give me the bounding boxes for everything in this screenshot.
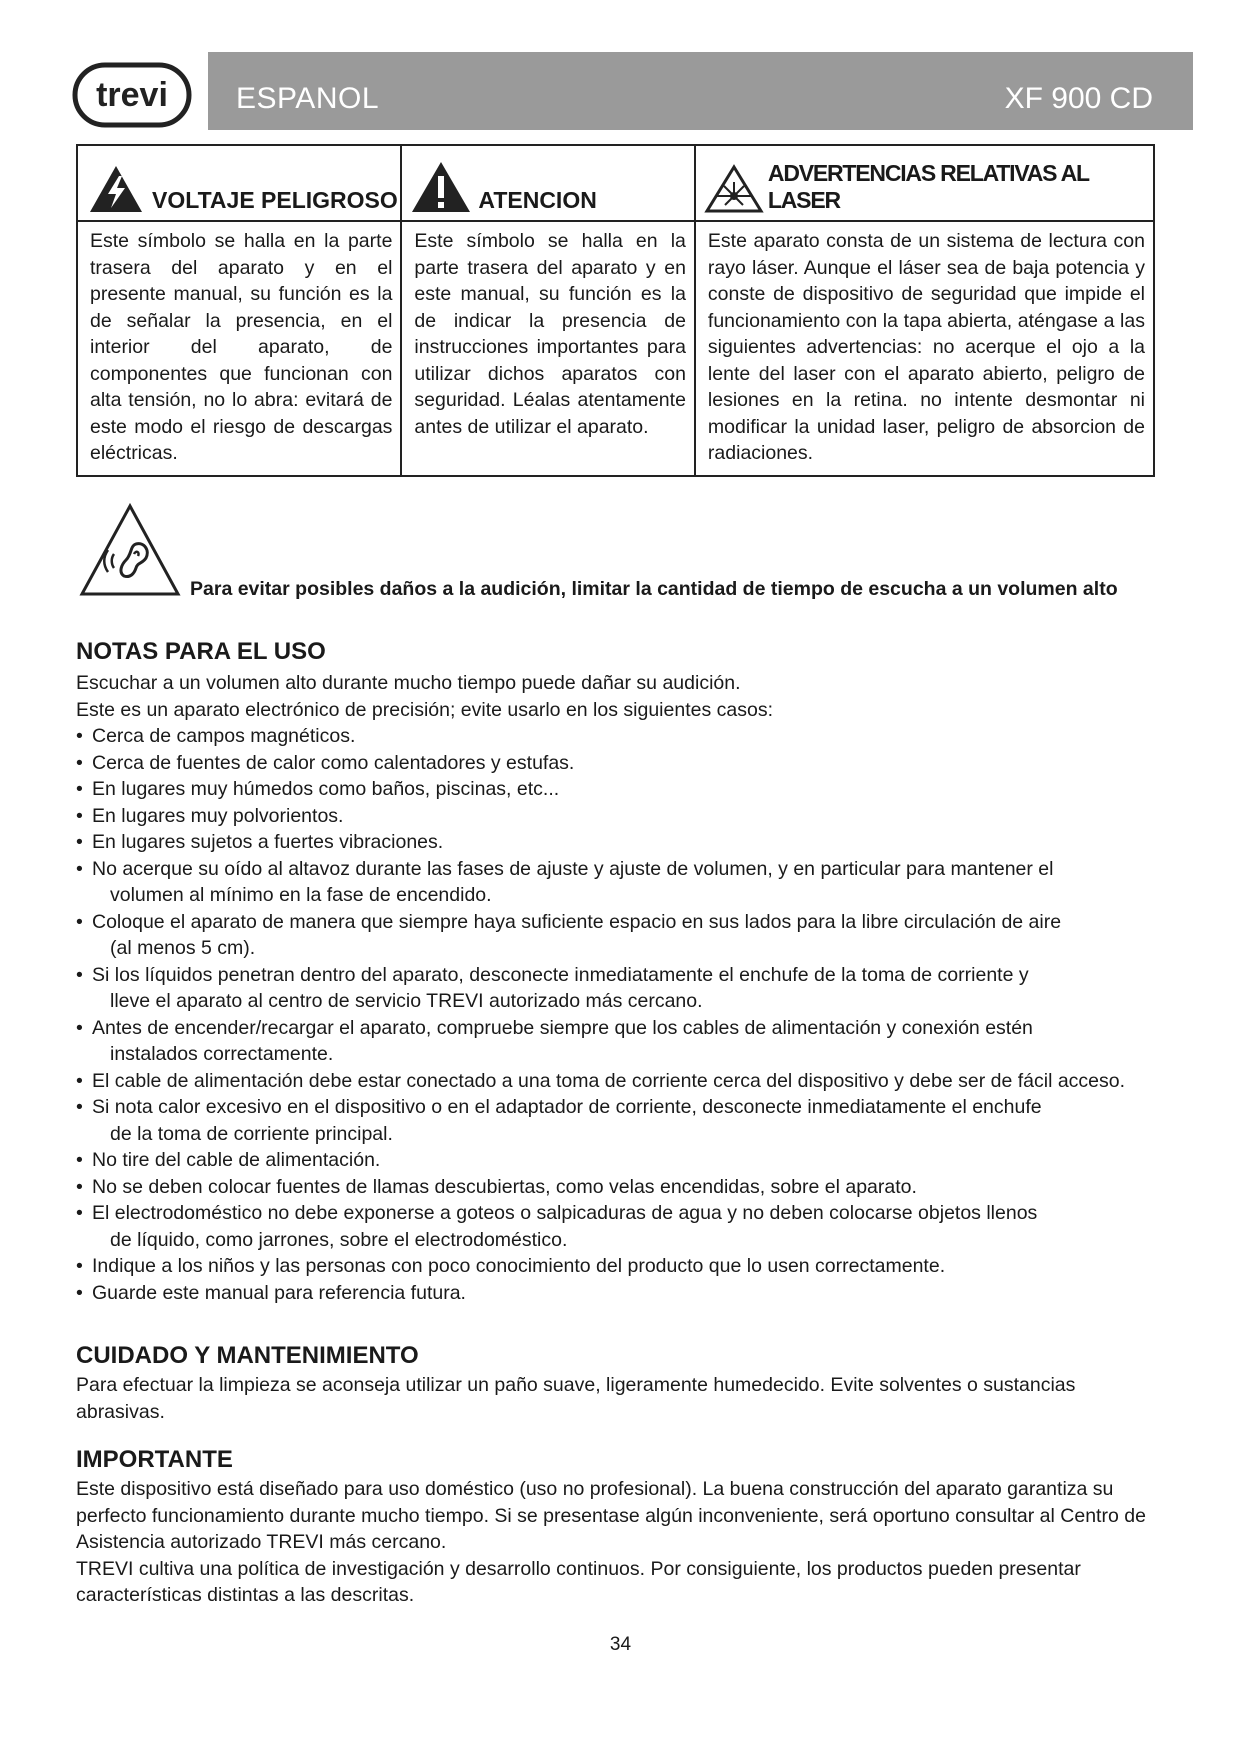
important-text: TREVI cultiva una política de investigación y desarrollo continuos. Por consiguiente, los productos pueden presentar características distintas a las descritas. [76,1557,1081,1606]
list-item-text: • El electrodoméstico no debe exponerse a goteos o salpicaduras de agua y no deben colocarse objetos llenos [92,1202,1038,1224]
list-item [76,1174,1166,1201]
list-item-text: • Antes de encender/recargar el aparato, compruebe siempre que los cables de alimentación y conexión estén [92,1016,1033,1039]
list-item-text: • Indique a los niños y las personas con poco conocimiento del producto que lo usen correctamente. [92,1255,946,1277]
list-item-text: • Cerca de campos magnéticos. [92,725,356,747]
model-label: XF 900 CD [1004,82,1153,115]
warning-laser [695,145,1154,476]
list-item-continuation: de líquido, como jarrones, sobre el electrodoméstico. [110,1228,568,1251]
care-title: CUIDADO Y MANTENIMIENTO [76,1342,419,1369]
list-item [76,750,1166,777]
list-item-text: • Si nota calor excesivo en el dispositivo o en el adaptador de corriente, desconecte inmediatamente el enchufe [92,1096,1042,1118]
list-item-continuation: de la toma de corriente principal. [110,1122,393,1145]
hearing-warning-text: Para evitar posibles daños a la audición, limitar la cantidad de tiempo de escucha a un volumen alto [190,578,1118,600]
list-item-text: • No tire del cable de alimentación. [92,1149,381,1171]
list-item [76,909,1166,962]
warning-attention [401,145,695,476]
care-text: Para efectuar la limpieza se aconseja utilizar un paño suave, ligeramente humedecido. Evite solventes o sustancias abrasivas. [76,1374,1076,1423]
list-item [76,1015,1166,1068]
warning-text: Este símbolo se halla en la parte trasera del aparato y en este manual, su función es la de indicar la presencia de instrucciones importantes para utilizar dichos aparatos con seguridad. Léalas atentamente antes de utilizar el aparato. [414,230,686,438]
hearing-warning-icon-wrap [78,502,182,603]
list-item-text: • Si los líquidos penetran dentro del aparato, desconecte inmediatamente el enchufe de la toma de corriente y [92,963,1029,986]
hearing-damage-warning-icon [78,502,182,598]
trevi-logo-icon [72,62,192,128]
list-item-text: • El cable de alimentación debe estar conectado a una toma de corriente cerca del dispositivo y debe ser de fácil acceso. [92,1069,1126,1092]
language-label: ESPANOL [236,82,379,115]
high-voltage-warning-icon [88,164,144,214]
list-item-text: • En lugares muy polvorientos. [92,804,344,827]
warning-text: Este símbolo se halla en la parte trasera del aparato y en el presente manual, su función es la de señalar la presencia, en el interior del aparato, de componentes que funcionan con alta tensión, no lo abra: evitará de este modo el riesgo de descargas eléctricas. [90,230,393,464]
list-item [76,1280,1166,1307]
list-item-continuation: volumen al mínimo en la fase de encendido. [110,884,492,906]
list-item [76,1253,1166,1280]
warnings-table [76,144,1155,477]
list-item-text: • Coloque el aparato de manera que siempre haya suficiente espacio en sus lados para la libre circulación de aire [92,910,1062,933]
list-item [76,723,1166,750]
list-item-text: • En lugares muy húmedos como baños, piscinas, etc... [92,778,560,800]
notes-title: NOTAS PARA EL USO [76,638,326,665]
list-item-text: • No se deben colocar fuentes de llamas descubiertas, como velas encendidas, sobre el aparato. [92,1175,917,1198]
list-item-continuation: (al menos 5 cm). [110,937,256,959]
header-bar [208,52,1193,130]
logo-text: trevi [96,76,168,114]
list-item [76,856,1166,909]
exclamation-warning-icon [410,160,472,214]
laser-warning-icon [704,164,764,214]
list-item [76,803,1166,830]
list-item [76,1068,1166,1095]
list-item [76,962,1166,1015]
trevi-logo [72,62,192,128]
notes-intro: Escuchar a un volumen alto durante mucho tiempo puede dañar su audición. [76,672,741,694]
warning-text: Este aparato consta de un sistema de lectura con rayo láser. Aunque el láser sea de baja potencia y conste de dispositivo de seguridad que impide el funcionamiento con la tapa abierta, aténgase a las siguientes advertencias: no acerque el ojo a la lente del laser con el aparato abierto, peligro de lesiones en la retina. no intente desmontar ni modificar la unidad laser, peligro de absorcion de radiaciones. [707,230,1145,464]
list-item [76,829,1166,856]
list-item-continuation: instalados correctamente. [110,1043,334,1065]
notes-intro: Este es un aparato electrónico de precisión; evite usarlo en los siguientes casos: [76,698,773,721]
warning-title: ATENCION [478,187,597,213]
warning-title: VOLTAJE PELIGROSO [152,187,398,213]
list-item [76,776,1166,803]
care-section [76,1342,1166,1425]
list-item-text: • Cerca de fuentes de calor como calentadores y estufas. [92,751,575,774]
list-item [76,1094,1166,1147]
warning-voltage [77,145,401,476]
list-item-text: • No acerque su oído al altavoz durante las fases de ajuste y ajuste de volumen, y en particular para mantener el [92,857,1054,880]
warning-title: ADVERTENCIAS RELATIVAS AL LASER [767,160,1089,213]
page-number: 34 [609,1634,632,1655]
list-item-text: • Guarde este manual para referencia futura. [92,1281,466,1304]
important-text: Este dispositivo está diseñado para uso doméstico (uso no profesional). La buena construcción del aparato garantiza su perfecto funcionamiento durante mucho tiempo. Si se presentase algún inconveniente, será oportuno consultar al Centro de Asistencia autorizado TREVI más cercano. [76,1478,1146,1553]
notes-list [76,723,1166,1306]
list-item [76,1147,1166,1174]
notes-section [76,638,1166,1306]
list-item [76,1200,1166,1253]
list-item-continuation: lleve el aparato al centro de servicio TREVI autorizado más cercano. [110,990,703,1012]
important-title: IMPORTANTE [76,1446,233,1473]
important-section [76,1446,1166,1609]
list-item-text: • En lugares sujetos a fuertes vibraciones. [92,831,444,853]
